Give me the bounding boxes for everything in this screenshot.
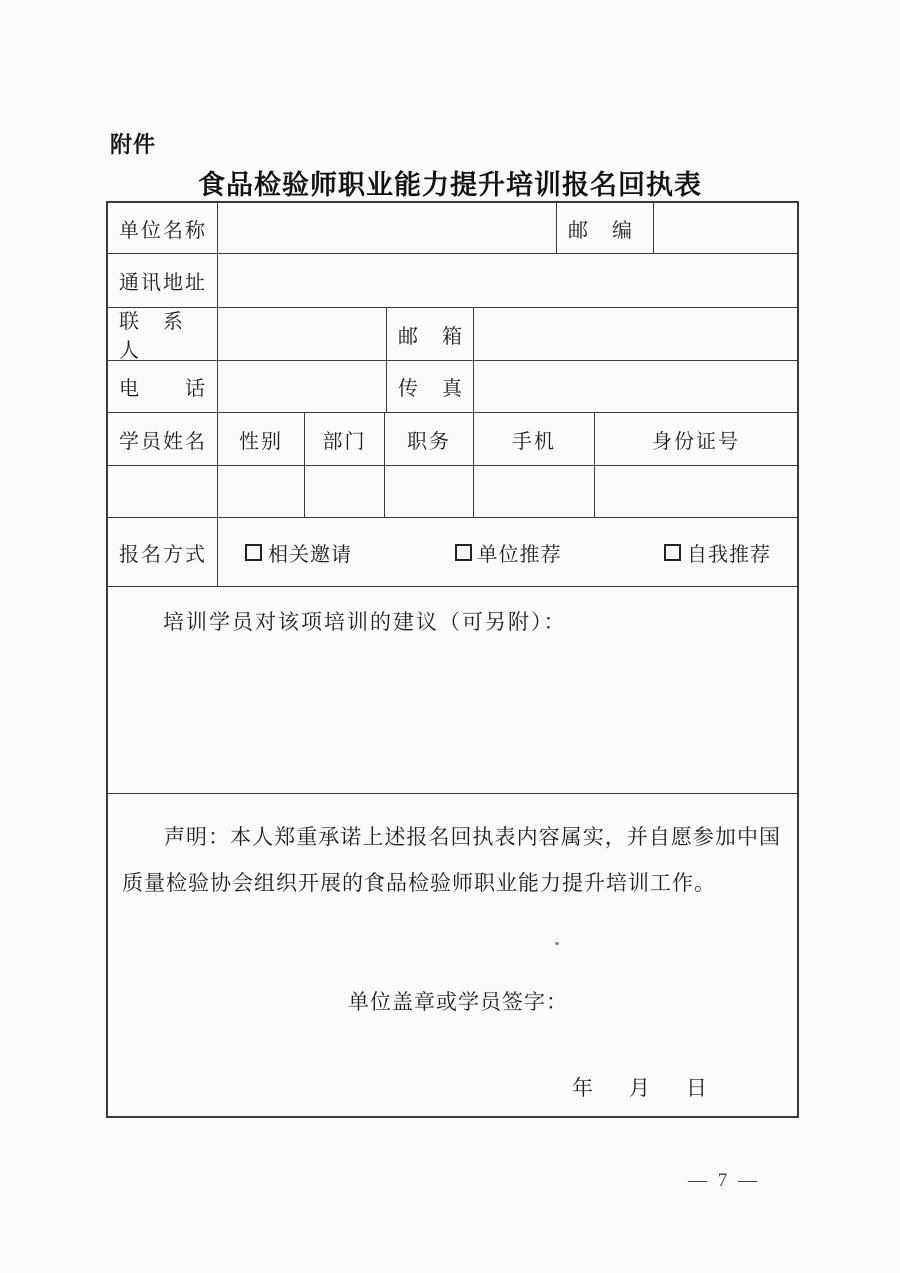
attachment-label: 附件 <box>110 132 157 157</box>
student-name-field <box>108 466 218 517</box>
contact-field <box>218 308 387 360</box>
table-row-contact <box>108 308 797 361</box>
fax-label: 传 真 <box>387 361 474 412</box>
table-row-unit-name <box>108 203 797 254</box>
position-field <box>385 466 474 517</box>
method-option-invitation <box>245 538 352 567</box>
address-field <box>218 254 797 307</box>
checkbox-unchecked-icon <box>455 544 472 561</box>
table-row-address <box>108 254 797 308</box>
position-header: 职务 <box>385 413 474 465</box>
table-row-method <box>108 518 797 587</box>
mailbox-label: 邮 箱 <box>387 308 474 360</box>
checkbox-unchecked-icon <box>664 544 681 561</box>
method-option-label: 相关邀请 <box>268 543 352 566</box>
phone-label: 电 话 <box>108 361 218 412</box>
mobile-field <box>474 466 595 517</box>
table-row-student-header <box>108 413 797 466</box>
signature-label: 单位盖章或学员签字： <box>348 990 568 1014</box>
suggestion-area <box>108 587 797 793</box>
suggestion-label: 培训学员对该项培训的建议（可另附）： <box>163 610 567 634</box>
month-label: 月 <box>629 1076 652 1100</box>
phone-field <box>218 361 387 412</box>
department-header: 部门 <box>305 413 385 465</box>
method-option-unit-recommend <box>455 538 562 567</box>
student-name-header: 学员姓名 <box>108 413 218 465</box>
method-options <box>218 518 797 586</box>
gender-field <box>218 466 305 517</box>
postal-code-field <box>654 203 797 253</box>
declaration-area <box>108 794 797 1120</box>
mailbox-field <box>474 308 797 360</box>
method-option-label: 自我推荐 <box>687 543 771 566</box>
contact-label: 联 系 人 <box>108 308 218 360</box>
scan-speck <box>555 942 559 945</box>
page-number: — 7 — <box>688 1170 760 1191</box>
method-option-self-recommend <box>664 538 771 567</box>
table-row-declaration <box>108 794 797 1120</box>
fax-field <box>474 361 797 412</box>
id-number-header: 身份证号 <box>652 430 740 453</box>
table-row-suggestion <box>108 587 797 794</box>
mobile-header: 手机 <box>474 413 595 465</box>
postal-code-label: 邮 编 <box>557 203 654 253</box>
gender-header: 性别 <box>218 413 305 465</box>
method-option-label: 单位推荐 <box>477 543 562 566</box>
method-label: 报名方式 <box>108 518 218 586</box>
unit-name-field <box>218 203 557 253</box>
date-line <box>572 1072 709 1102</box>
year-label: 年 <box>572 1076 595 1100</box>
checkbox-unchecked-icon <box>245 544 262 561</box>
address-label: 通讯地址 <box>108 254 218 307</box>
department-field <box>305 466 385 517</box>
unit-name-label: 单位名称 <box>108 203 218 253</box>
declaration-text: 声明：本人郑重承诺上述报名回执表内容属实，并自愿参加中国质量检验协会组织开展的食品检验师职业能力提升培训工作。 <box>122 825 781 895</box>
id-number-field <box>595 466 797 517</box>
form-title: 食品检验师职业能力提升培训报名回执表 <box>198 170 702 200</box>
table-row-student-entry <box>108 466 797 518</box>
day-label: 日 <box>686 1076 709 1100</box>
table-row-phone <box>108 361 797 413</box>
registration-form-table <box>106 201 799 1118</box>
